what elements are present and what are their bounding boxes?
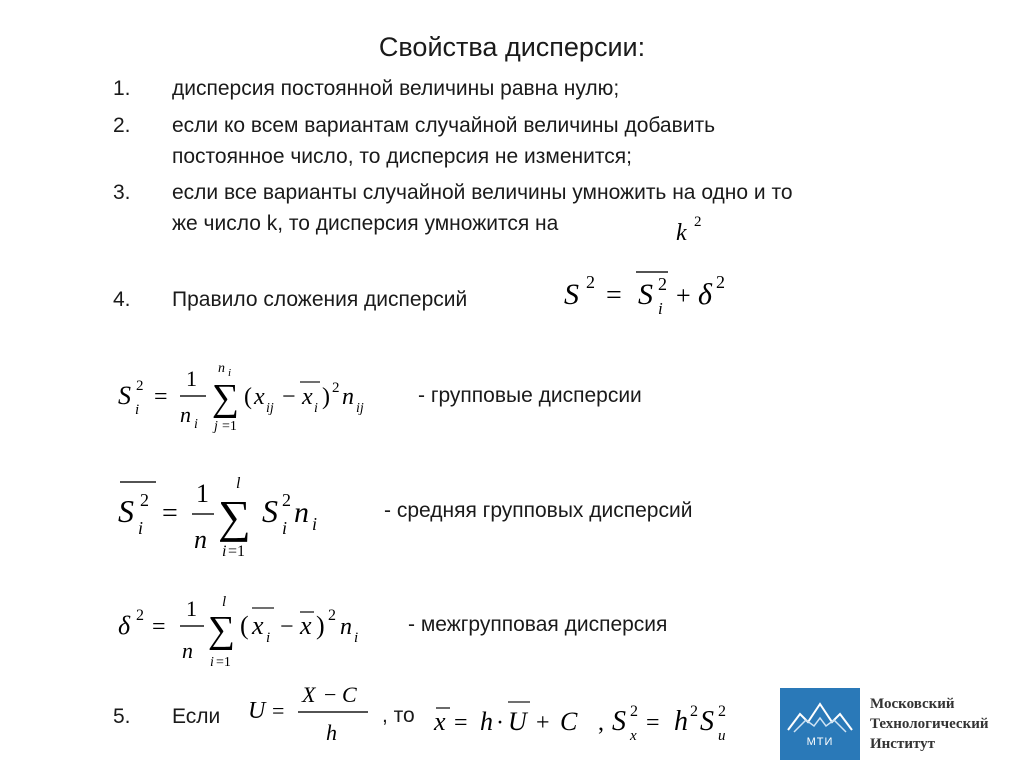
svg-text:1: 1 <box>186 366 197 391</box>
svg-text:∑: ∑ <box>218 491 251 542</box>
svg-text:ij: ij <box>266 401 274 416</box>
item-text: Если <box>172 705 221 728</box>
svg-text:k: k <box>676 220 687 246</box>
svg-text:ij: ij <box>356 401 364 416</box>
svg-text:n: n <box>218 361 225 376</box>
svg-text:2: 2 <box>658 274 667 294</box>
svg-text:=: = <box>272 698 285 723</box>
svg-text:2: 2 <box>282 490 291 510</box>
item-text: же число k, то дисперсия умножится на <box>172 212 559 235</box>
svg-text:2: 2 <box>140 490 149 510</box>
svg-text:i: i <box>222 543 227 560</box>
svg-text:x: x <box>254 384 265 410</box>
item-text: дисперсия постоянной величины равна нулю; <box>172 77 620 100</box>
svg-text:+: + <box>676 281 691 310</box>
desc-then: , то <box>382 704 415 727</box>
svg-text:=1: =1 <box>228 543 246 560</box>
formula-mean-transform <box>430 688 600 748</box>
svg-text:2: 2 <box>694 214 702 230</box>
svg-text:n: n <box>342 384 354 410</box>
formula-intergroup-variance <box>114 588 384 672</box>
svg-text:h: h <box>674 706 688 737</box>
logo-line: Институт <box>870 736 936 752</box>
svg-text:x: x <box>434 707 446 736</box>
svg-text:−: − <box>324 682 337 707</box>
svg-text:2: 2 <box>136 378 144 394</box>
svg-text:h: h <box>480 707 493 736</box>
item-number: 1. <box>113 77 131 100</box>
svg-text:2: 2 <box>630 703 638 720</box>
svg-text:i: i <box>354 630 359 646</box>
svg-text:S: S <box>612 706 626 737</box>
svg-text:=1: =1 <box>216 655 231 670</box>
svg-text:x: x <box>252 611 264 640</box>
svg-text:x: x <box>300 611 312 640</box>
svg-text:2: 2 <box>586 272 595 292</box>
svg-text:n: n <box>340 614 352 640</box>
svg-text:n: n <box>194 525 207 554</box>
svg-text:(: ( <box>244 384 252 410</box>
svg-text:=: = <box>152 614 166 640</box>
svg-text:i: i <box>210 655 214 670</box>
svg-text:∑: ∑ <box>212 377 240 419</box>
svg-text:i: i <box>282 518 288 538</box>
svg-text:i: i <box>138 518 144 538</box>
svg-text:−: − <box>280 614 294 640</box>
svg-text:=: = <box>606 280 622 311</box>
formula-u-substitution <box>244 680 378 750</box>
svg-text:∑: ∑ <box>208 609 236 651</box>
svg-text:2: 2 <box>716 272 725 292</box>
logo-text <box>870 694 989 754</box>
mountain-icon <box>780 692 860 738</box>
desc-mean-group-variance: - средняя групповых дисперсий <box>384 499 693 522</box>
item-text: если все варианты случайной величины умножить на одно и то <box>172 181 793 204</box>
svg-text:): ) <box>316 611 325 640</box>
svg-text:2: 2 <box>718 703 726 720</box>
svg-text:j: j <box>214 419 218 434</box>
logo-line: Технологический <box>870 716 989 732</box>
item-text: постоянное число, то дисперсия не изменится; <box>172 145 632 168</box>
svg-text:i: i <box>135 402 140 418</box>
item-number: 2. <box>113 114 131 137</box>
formula-k-squared <box>672 210 716 246</box>
item-number: 3. <box>113 181 131 204</box>
svg-text:i: i <box>194 417 198 432</box>
svg-text:i: i <box>314 401 318 416</box>
logo-emblem <box>780 688 860 760</box>
svg-text:S: S <box>638 278 653 311</box>
svg-text:2: 2 <box>332 380 340 396</box>
institute-logo <box>780 688 1018 760</box>
svg-text:C: C <box>560 707 578 736</box>
svg-text:i: i <box>228 367 232 379</box>
svg-text:U: U <box>508 707 527 736</box>
svg-text:2: 2 <box>136 607 144 624</box>
logo-mark: МТИ <box>806 736 834 748</box>
svg-text:C: C <box>342 682 357 707</box>
svg-text:1: 1 <box>186 596 197 621</box>
svg-text:h: h <box>326 720 337 745</box>
svg-text:i: i <box>312 514 318 534</box>
formula-mean-group-variance <box>114 468 354 562</box>
svg-text:U: U <box>248 698 266 724</box>
svg-text:−: − <box>282 384 296 410</box>
svg-text:u: u <box>718 728 726 744</box>
svg-text:1: 1 <box>196 479 209 508</box>
svg-text:=: = <box>154 384 168 410</box>
svg-text:n: n <box>180 402 191 427</box>
item-number: 4. <box>113 288 131 311</box>
item-number: 5. <box>113 705 131 728</box>
slide-title: Свойства дисперсии: <box>378 32 646 62</box>
svg-text:S: S <box>118 493 134 529</box>
svg-text:S: S <box>700 706 714 737</box>
formula-variance-transform <box>596 688 756 748</box>
svg-text:l: l <box>222 594 227 610</box>
svg-text:S: S <box>262 493 278 529</box>
svg-text:n: n <box>294 496 309 529</box>
svg-text:n: n <box>182 638 193 663</box>
svg-text:i: i <box>266 630 271 646</box>
svg-text:=: = <box>646 710 660 736</box>
svg-text:): ) <box>322 384 330 410</box>
svg-text:x: x <box>302 384 313 410</box>
logo-line: Московский <box>870 696 955 712</box>
svg-text:+: + <box>536 710 550 736</box>
item-text: если ко всем вариантам случайной величины добавить <box>172 114 716 137</box>
svg-text:x: x <box>630 728 637 744</box>
desc-intergroup-variance: - межгрупповая дисперсия <box>408 613 668 636</box>
svg-text:δ: δ <box>118 611 131 640</box>
svg-text:=: = <box>162 498 178 529</box>
svg-text:l: l <box>236 475 241 492</box>
formula-variance-addition <box>560 262 750 322</box>
svg-text:,: , <box>598 710 604 736</box>
svg-text:2: 2 <box>690 703 698 720</box>
svg-text:X: X <box>302 682 316 707</box>
svg-text:S: S <box>564 278 579 311</box>
svg-text:S: S <box>118 381 131 410</box>
svg-text:(: ( <box>240 611 249 640</box>
svg-text:2: 2 <box>328 607 336 624</box>
formula-group-variance <box>114 356 404 436</box>
svg-text:δ: δ <box>698 278 712 311</box>
svg-text:i: i <box>658 299 663 318</box>
desc-group-variance: - групповые дисперсии <box>418 384 642 407</box>
item-text: Правило сложения дисперсий <box>172 288 468 311</box>
svg-text:·: · <box>496 710 504 736</box>
svg-text:=1: =1 <box>222 419 237 434</box>
svg-text:=: = <box>454 710 468 736</box>
